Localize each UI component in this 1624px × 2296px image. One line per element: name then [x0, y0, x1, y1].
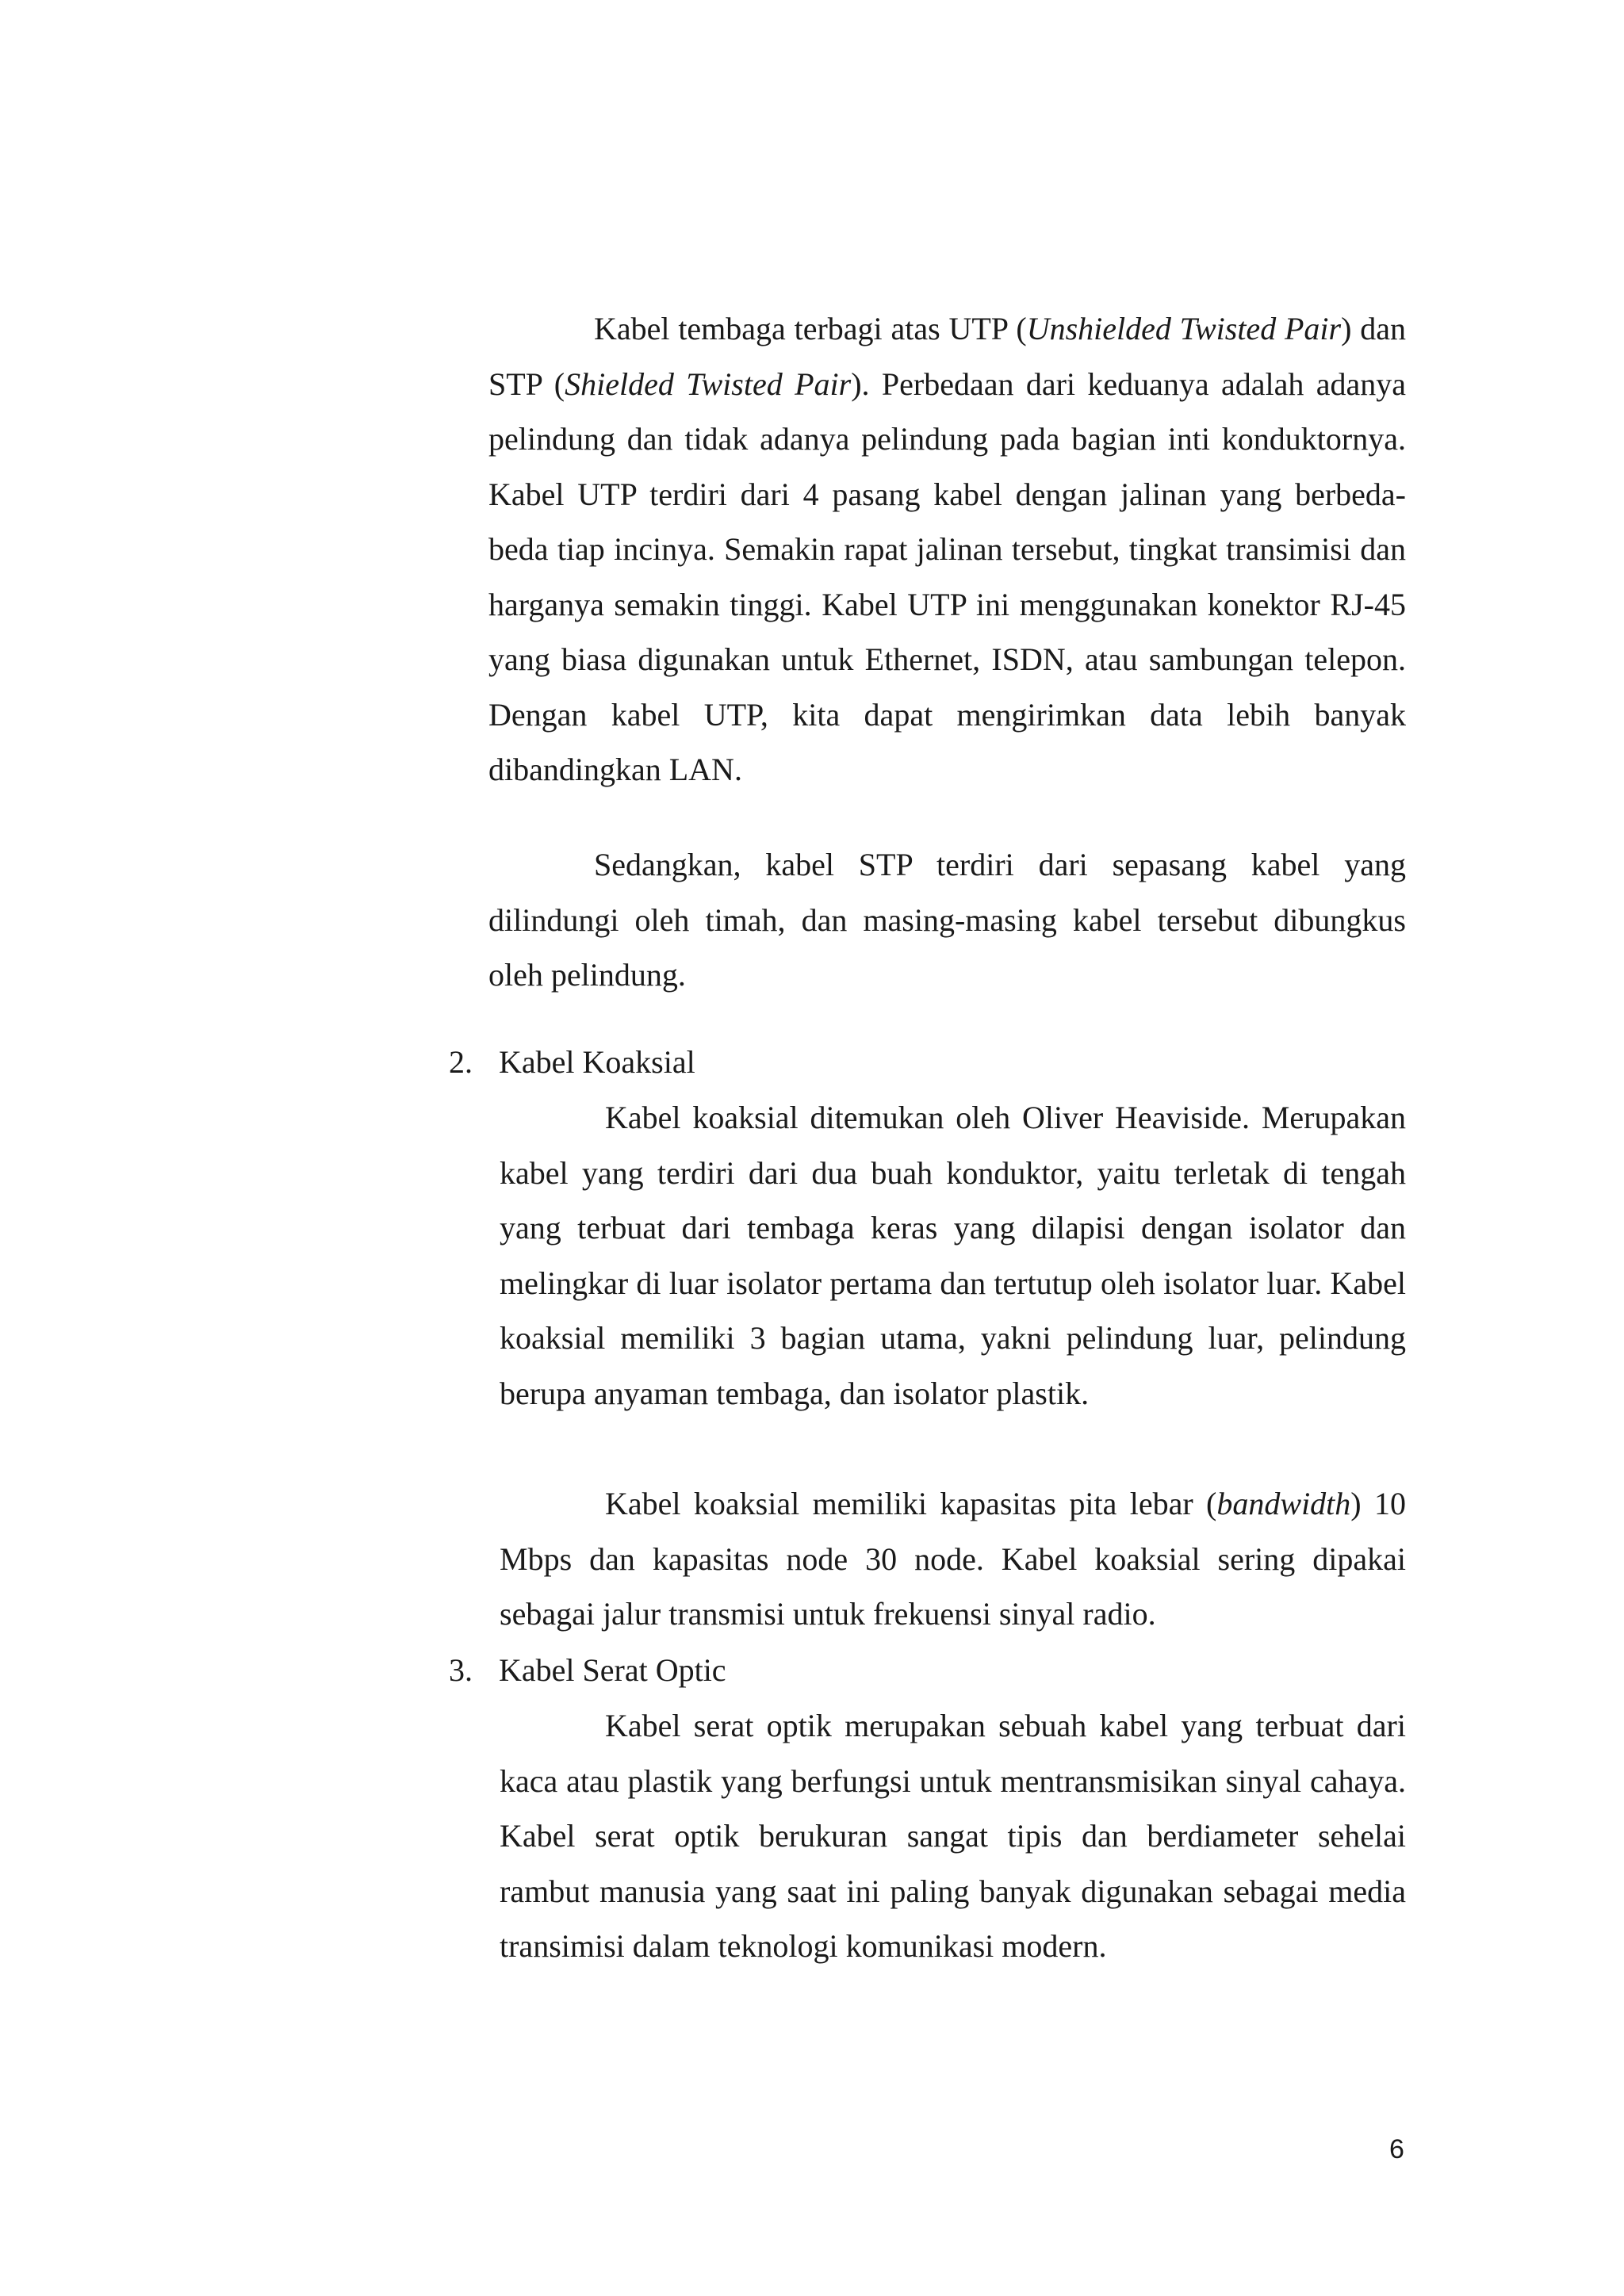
- paragraph-text: Kabel serat optik merupakan sebuah kabel yang terbuat dari kaca atau plastik yang berfungsi untuk mentransmisikan sinyal cahaya. Kabel serat optik berukuran sangat tipis dan berdiameter sehelai rambut manusia yang saat ini paling banyak digunakan sebagai media transimisi dalam teknologi komunikasi modern.: [500, 1708, 1406, 1964]
- list-item-heading: [449, 1035, 1408, 1090]
- italic-term: bandwidth: [1216, 1486, 1351, 1521]
- italic-term: Unshielded Twisted Pair: [1026, 311, 1342, 346]
- paragraph-text: ) dan STP (: [488, 311, 1406, 402]
- paragraph-serat-optik: [500, 1698, 1406, 1974]
- paragraph-stp: [488, 837, 1406, 1003]
- list-item-title: Kabel Koaksial: [499, 1044, 695, 1080]
- page-number: 6: [1389, 2134, 1404, 2164]
- list-item-number: 3.: [449, 1652, 473, 1688]
- paragraph-koaksial-1: [500, 1090, 1406, 1421]
- paragraph-utp-stp: [488, 301, 1406, 798]
- paragraph-text: ) 10 Mbps dan kapasitas node 30 node. Kabel koaksial sering dipakai sebagai jalur transmisi untuk frekuensi sinyal radio.: [500, 1486, 1406, 1632]
- paragraph-text: Kabel koaksial ditemukan oleh Oliver Heaviside. Merupakan kabel yang terdiri dari dua buah konduktor, yaitu terletak di tengah yang terbuat dari tembaga keras yang dilapisi dengan isolator dan melingkar di luar isolator pertama dan tertutup oleh isolator luar. Kabel koaksial memiliki 3 bagian utama, yakni pelindung luar, pelindung berupa anyaman tembaga, dan isolator plastik.: [500, 1100, 1406, 1411]
- list-item-heading: [449, 1643, 1408, 1698]
- italic-term: Shielded Twisted Pair: [565, 365, 852, 402]
- list-item-number: 2.: [449, 1044, 473, 1080]
- paragraph-text: Kabel tembaga terbagi atas UTP (: [594, 311, 1027, 346]
- list-item-title: Kabel Serat Optic: [499, 1652, 726, 1688]
- paragraph-text: ). Perbedaan dari keduanya adalah adanya pelindung dan tidak adanya pelindung pada bagian inti konduktornya. Kabel UTP terdiri dari 4 pasang kabel dengan jalinan yang berbeda-beda tiap incinya. Semakin rapat jalinan tersebut, tingkat transimisi dan harganya semakin tinggi. Kabel UTP ini menggunakan konektor RJ-45 yang biasa digunakan untuk Ethernet, ISDN, atau sambungan telepon. Dengan kabel UTP, kita dapat mengirimkan data lebih banyak dibandingkan LAN.: [488, 365, 1406, 787]
- paragraph-koaksial-2: [500, 1476, 1406, 1642]
- paragraph-text: Kabel koaksial memiliki kapasitas pita lebar (: [605, 1486, 1217, 1521]
- paragraph-text: Sedangkan, kabel STP terdiri dari sepasang kabel yang dilindungi oleh timah, dan masing-masing kabel tersebut dibungkus oleh pelindung.: [488, 847, 1406, 993]
